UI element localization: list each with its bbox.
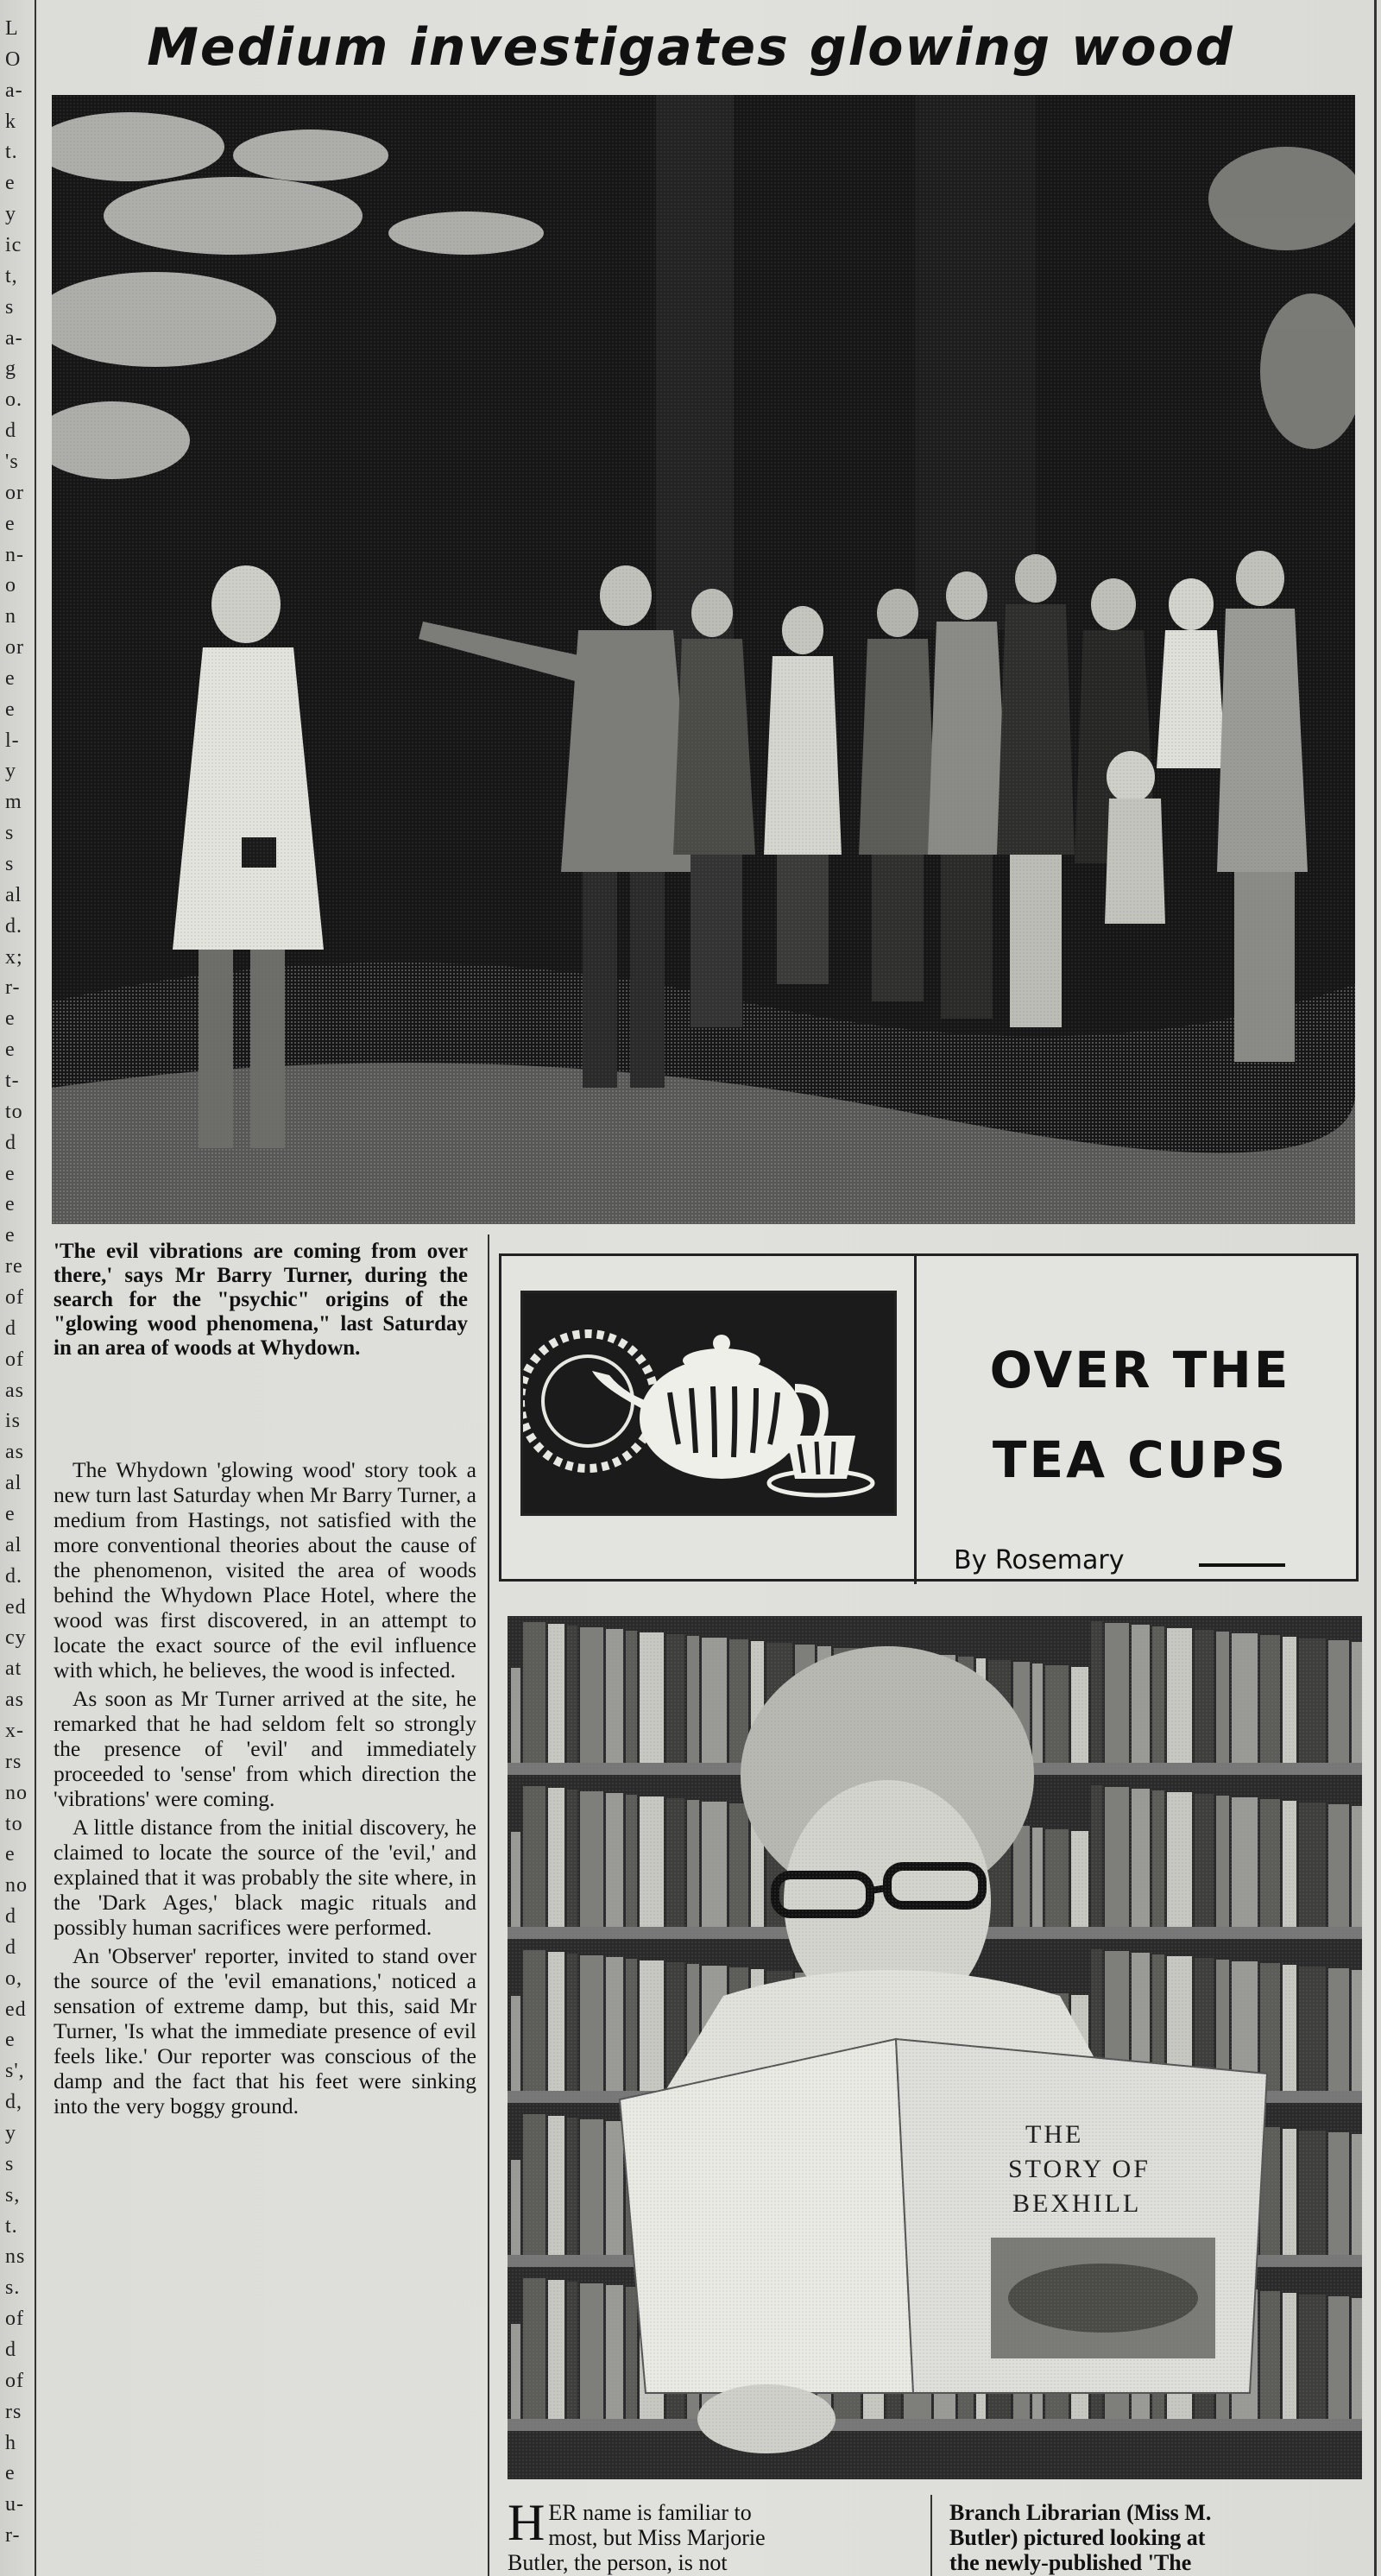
book-title-line: STORY OF [1008, 2155, 1151, 2183]
column-fragment: rs [5, 1750, 22, 1773]
column-fragment: no [5, 1874, 28, 1897]
byline-rule [1199, 1563, 1285, 1567]
column-fragment: e [5, 1843, 16, 1866]
column-rule-right [1374, 0, 1377, 2576]
column-fragment: s, [5, 2183, 21, 2207]
column-fragment: as [5, 1441, 24, 1464]
column-fragment: a- [5, 79, 23, 102]
column-fragment: y [5, 203, 16, 226]
article-paragraph: A little distance from the initial discovery, he claimed to locate the source of the 'evil,' and explained that it was probably the site where, in the 'Dark Ages,' black magic rituals and possibly human sacrifices were performed. [54, 1815, 476, 1940]
column-fragment: al [5, 1533, 22, 1556]
column-fragment: e [5, 698, 16, 721]
article-paragraph: As soon as Mr Turner arrived at the site, he remarked that he had seldom felt so strongly the presence of 'evil' and immediately proceeded to 'sense' from which direction the 'vibrations' were coming. [54, 1686, 476, 1811]
column-fragment: no [5, 1781, 28, 1804]
column-fragment: d [5, 1131, 16, 1154]
column-byline: By Rosemary [954, 1545, 1125, 1575]
column-fragment: to [5, 1100, 23, 1123]
column-fragment: e [5, 2462, 16, 2485]
column-fragment: of [5, 1286, 24, 1309]
column-fragment: O [5, 47, 22, 71]
column-fragment: o. [5, 388, 22, 412]
column-fragment: of [5, 1348, 24, 1371]
column-fragment: e [5, 1162, 16, 1185]
column-fragment: n [5, 605, 16, 628]
column-fragment: x- [5, 1719, 24, 1742]
column-fragment: e [5, 172, 16, 195]
column-feature-header [499, 1253, 1359, 1582]
column-fragment: e [5, 666, 16, 690]
adjacent-column-fragment [0, 0, 36, 2576]
column-fragment: as [5, 1379, 24, 1402]
column-fragment: cy [5, 1626, 27, 1650]
column-fragment: e [5, 1193, 16, 1216]
text-line: Butler, the person, is not [508, 2550, 728, 2575]
column-fragment: d [5, 1316, 16, 1340]
column-fragment: e [5, 512, 16, 535]
column-fragment: n- [5, 543, 24, 566]
column-fragment: ic [5, 233, 22, 256]
column-fragment: a- [5, 326, 23, 350]
column-fragment: t, [5, 264, 18, 287]
column-fragment: at [5, 1657, 22, 1681]
column-fragment: as [5, 1689, 24, 1712]
column-fragment: d [5, 1905, 16, 1929]
column-fragment: ns [5, 2245, 26, 2269]
column-fragment: o [5, 574, 16, 597]
column-fragment: ed [5, 1595, 27, 1619]
librarian-photo-illustration [508, 1616, 1362, 2479]
column-fragment: al [5, 1472, 22, 1495]
column-fragment: s [5, 853, 15, 876]
librarian-photo-caption [949, 2500, 1359, 2575]
column-rule [488, 1234, 489, 2576]
article-paragraph: The Whydown 'glowing wood' story took a new turn last Saturday when Mr Barry Turner, a medium from Hastings, not satisfied with the more conventional theories about the cause of the phenomenon, visited the area of woods behind the Whydown Place Hotel, where the wood was first discovered, in an attempt to locate the exact source of the evil influence with which, he believes, the wood is infected. [54, 1457, 476, 1683]
text-line: the newly-published 'The [949, 2550, 1192, 2575]
column-fragment: y [5, 2122, 16, 2145]
column-fragment: t. [5, 2214, 18, 2238]
column-fragment: or [5, 636, 24, 660]
text-line: most, but Miss Marjorie [548, 2525, 766, 2550]
column-fragment: 's [5, 450, 19, 473]
column-fragment: e [5, 1039, 16, 1062]
column-fragment: o, [5, 1967, 22, 1990]
header-divider [914, 1256, 917, 1584]
teapot-and-cup-icon [520, 1291, 897, 1516]
column-fragment: L [5, 17, 19, 40]
column-fragment: or [5, 481, 24, 504]
text-line: Butler) pictured looking at [949, 2525, 1206, 2550]
column-fragment: r- [5, 976, 21, 1000]
column-fragment: g [5, 357, 16, 381]
column-fragment: al [5, 883, 22, 906]
profile-article-intro [508, 2494, 913, 2575]
column-fragment: s. [5, 2276, 21, 2300]
woods-search-photo [52, 95, 1355, 1224]
page-headline: Medium investigates glowing wood [147, 17, 1234, 78]
drop-cap: H [508, 2494, 545, 2551]
column-fragment: e [5, 1502, 16, 1525]
column-fragment: s [5, 822, 15, 845]
column-fragment: e [5, 1007, 16, 1031]
column-fragment: l- [5, 729, 20, 752]
column-fragment: d, [5, 2091, 22, 2114]
column-fragment: re [5, 1255, 23, 1279]
column-title [933, 1325, 1347, 1505]
article-paragraph: An 'Observer' reporter, invited to stand over the source of the 'evil emanations,' noticed a sensation of extreme damp, but this, said Mr Turner, 'Is what the immediate presence of evil feels like.' Our reporter was conscious of the damp and the fact that his feet were sinking into the very boggy ground. [54, 1943, 476, 2118]
column-fragment: d [5, 2339, 16, 2362]
column-fragment: d. [5, 1564, 22, 1588]
column-fragment: e [5, 1224, 16, 1247]
column-fragment: d [5, 1935, 16, 1959]
column-fragment: ed [5, 1998, 27, 2021]
column-title-line: TEA CUPS [992, 1430, 1289, 1489]
column-fragment: x; [5, 945, 23, 969]
column-fragment: to [5, 1812, 23, 1835]
text-line: Branch Librarian (Miss M. [949, 2500, 1212, 2525]
column-fragment: m [5, 791, 22, 814]
column-title-line: OVER THE [989, 1341, 1291, 1399]
column-fragment: of [5, 2369, 24, 2392]
column-fragment: d. [5, 914, 22, 938]
column-fragment: t- [5, 1070, 20, 1093]
column-fragment: t. [5, 141, 18, 164]
column-fragment: rs [5, 2400, 22, 2423]
book-title-line: THE [1025, 2120, 1084, 2149]
column-fragment: d [5, 420, 16, 443]
column-fragment: h [5, 2431, 16, 2454]
bottom-column-rule [930, 2495, 932, 2576]
photo-caption: 'The evil vibrations are coming from over there,' says Mr Barry Turner, during the search for the "psychic" origins of the "glowing wood phenomena," last Saturday in an area of woods at Whydown. [54, 1240, 468, 1360]
column-fragment: r- [5, 2524, 21, 2548]
book-title-line: BEXHILL [1012, 2189, 1142, 2218]
text-line: ER name is familiar to [548, 2500, 752, 2525]
article-body [54, 1457, 476, 2122]
column-fragment: e [5, 2029, 16, 2052]
column-fragment: u- [5, 2493, 24, 2516]
column-fragment: k [5, 110, 16, 133]
column-fragment: s [5, 2152, 15, 2175]
column-fragment: s [5, 295, 15, 319]
column-fragment: of [5, 2308, 24, 2331]
woods-photo-illustration [52, 95, 1355, 1224]
column-fragment: y [5, 760, 16, 783]
column-fragment: s', [5, 2060, 25, 2083]
librarian-photo [508, 1616, 1362, 2479]
column-fragment: is [5, 1410, 22, 1433]
